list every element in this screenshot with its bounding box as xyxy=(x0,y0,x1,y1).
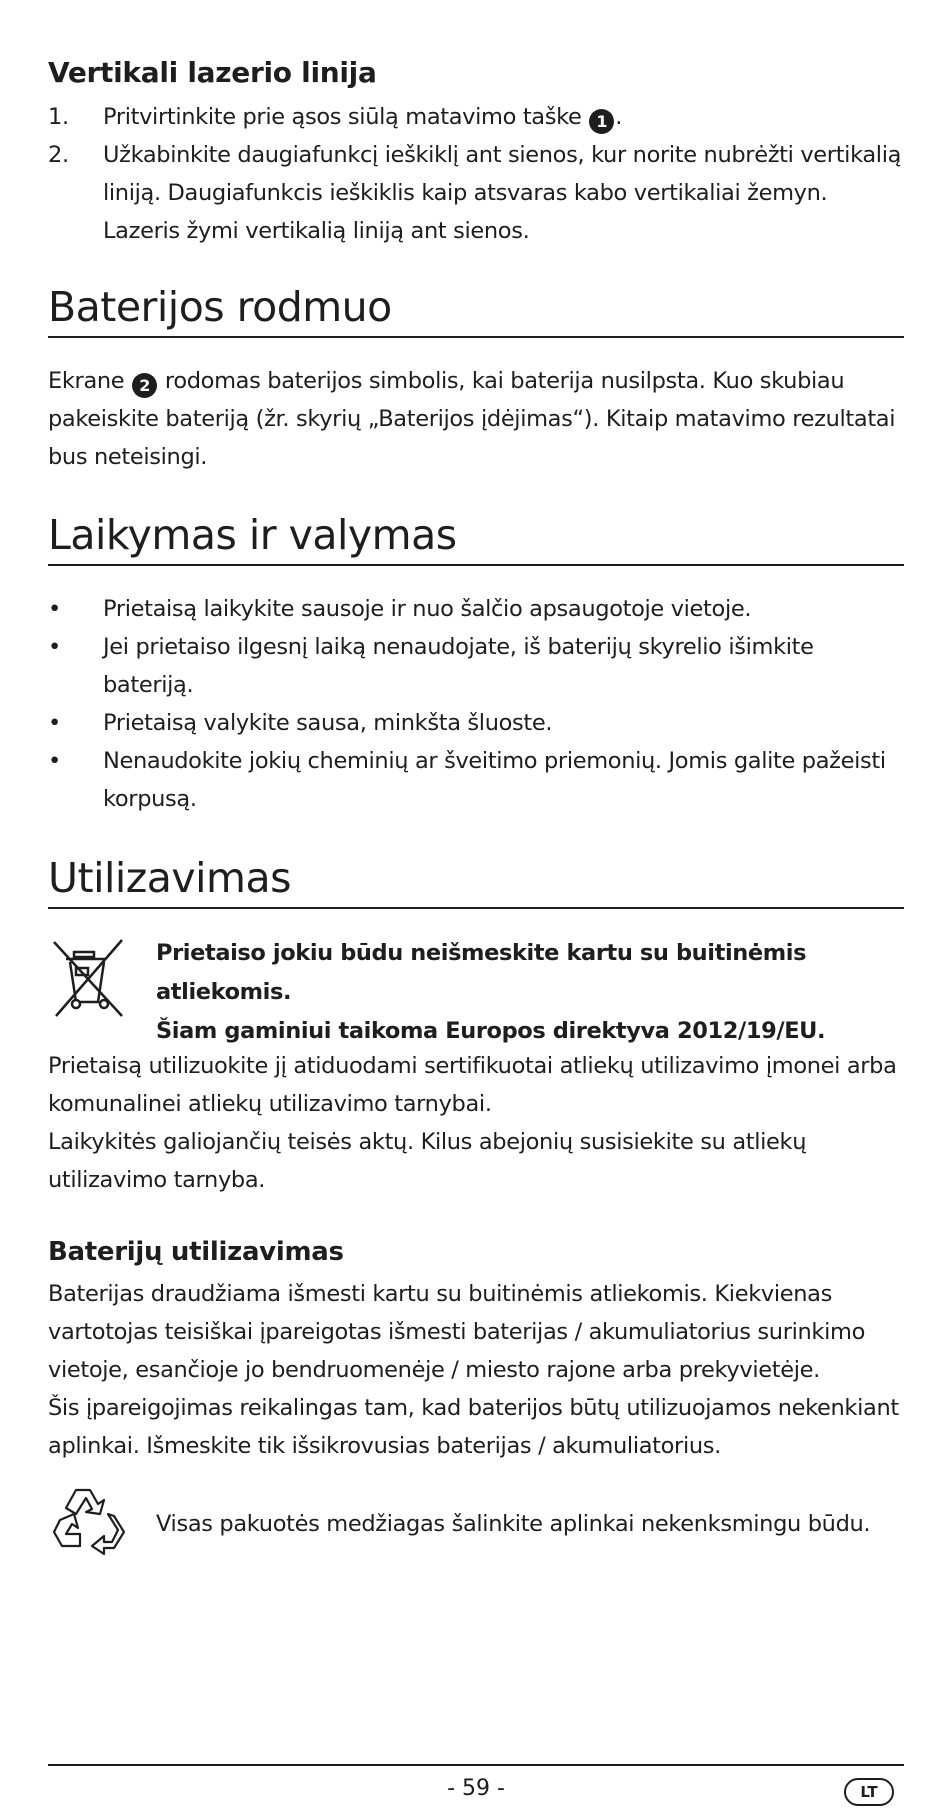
vertical-steps-list xyxy=(48,98,904,250)
list-item-text: Prietaisą valykite sausa, minkšta šluoste. xyxy=(103,710,553,736)
bullet: • xyxy=(48,710,61,736)
list-item xyxy=(48,136,904,250)
weee-line-1: Prietaiso jokiu būdu neišmeskite kartu su buitinėmis atliekomis. xyxy=(156,940,807,1005)
bullet: • xyxy=(48,748,61,774)
step-number: 2. xyxy=(48,142,69,168)
step-end: . xyxy=(615,104,623,130)
list-item-text: Nenaudokite jokių cheminių ar šveitimo priemonių. Jomis galite pažeisti korpusą. xyxy=(103,748,886,812)
list-item xyxy=(48,628,904,704)
footer-divider xyxy=(48,1764,904,1766)
text-start: Ekrane xyxy=(48,368,125,394)
disposal-paragraph-1: Prietaisą utilizuokite jį atiduodami sertifikuotai atliekų utilizavimo įmonei arba komunalinei atliekų utilizavimo tarnybai. xyxy=(48,1053,897,1117)
battery-disposal-paragraph-2: Šis įpareigojimas reikalingas tam, kad baterijos būtų utilizuojamos nekenkiant aplinkai. Išmeskite tik išsikrovusias baterijas / akumuliatorius. xyxy=(48,1395,899,1459)
bullet: • xyxy=(48,596,61,622)
disposal-heading: Utilizavimas xyxy=(48,853,904,909)
step-text: Pritvirtinkite prie ąsos siūlą matavimo taške xyxy=(103,104,582,130)
list-item xyxy=(48,590,904,628)
list-item-text: Jei prietaiso ilgesnį laiką nenaudojate, iš baterijų skyrelio išimkite bateriją. xyxy=(103,634,814,698)
list-item xyxy=(48,742,904,818)
battery-display-text xyxy=(48,362,904,476)
crossed-out-bin-icon xyxy=(52,938,128,1018)
battery-display-heading: Baterijos rodmuo xyxy=(48,282,904,338)
vertical-laser-heading: Vertikali lazerio linija xyxy=(48,56,377,89)
packaging-disposal-text: Visas pakuotės medžiagas šalinkite aplinkai nekenksmingu būdu. xyxy=(156,1511,871,1537)
callout-2-icon: 2 xyxy=(132,373,157,398)
recycling-icon xyxy=(52,1484,128,1556)
weee-notice xyxy=(156,934,916,1051)
language-badge: LT xyxy=(844,1778,894,1806)
step-text: Užkabinkite daugiafunkcį ieškiklį ant sienos, kur norite nubrėžti vertikalią liniją. Daugiafunkcis ieškiklis kaip atsvaras kabo vertikaliai žemyn. Lazeris žymi vertikalią liniją ant sienos. xyxy=(103,142,902,244)
step-number: 1. xyxy=(48,104,69,130)
storage-list xyxy=(48,590,904,818)
list-item xyxy=(48,704,904,742)
weee-line-2: Šiam gaminiui taikoma Europos direktyva 2012/19/EU. xyxy=(156,1018,826,1044)
bullet: • xyxy=(48,634,61,660)
callout-1-icon: 1 xyxy=(589,109,614,134)
storage-heading: Laikymas ir valymas xyxy=(48,510,904,566)
battery-disposal-paragraph-1: Baterijas draudžiama išmesti kartu su buitinėmis atliekomis. Kiekvienas vartotojas teisiškai įpareigotas išmesti baterijas / akumuliatorius surinkimo vietoje, esančioje jo bendruomenėje / miesto rajone arba prekyvietėje. xyxy=(48,1281,865,1383)
disposal-paragraph-2: Laikykitės galiojančių teisės aktų. Kilus abejonių susisiekite su atliekų utilizavimo tarnyba. xyxy=(48,1129,807,1193)
battery-disposal-heading: Baterijų utilizavimas xyxy=(48,1237,344,1267)
list-item-text: Prietaisą laikykite sausoje ir nuo šalčio apsaugotoje vietoje. xyxy=(103,596,752,622)
page-number: - 59 - xyxy=(447,1776,505,1801)
text-rest: rodomas baterijos simbolis, kai baterija nusilpsta. Kuo skubiau pakeiskite bateriją (žr. skyrių „Baterijos įdėjimas“). Kitaip matavimo rezultatai bus neteisingi. xyxy=(48,368,896,470)
list-item xyxy=(48,98,904,136)
